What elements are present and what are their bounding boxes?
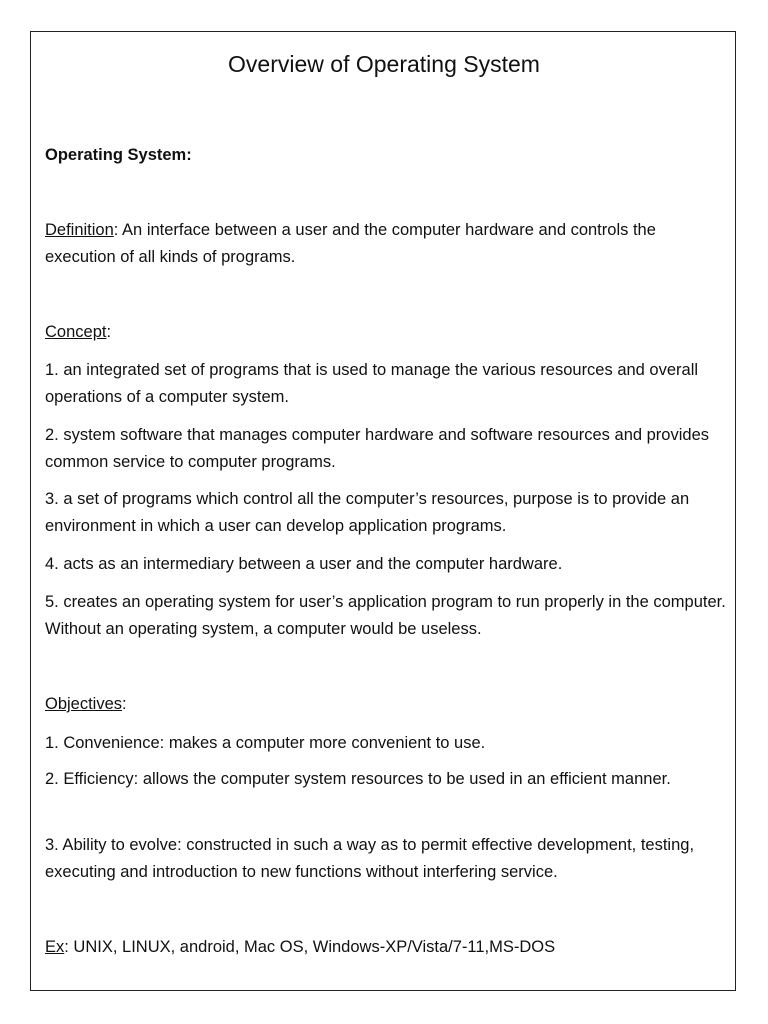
section-heading: Operating System: [45, 146, 192, 164]
definition-paragraph [45, 217, 730, 271]
concept-item-1: 1. an integrated set of programs that is used to manage the various resources and overall operations of a computer system. [45, 361, 699, 406]
concept-item-2: 2. system software that manages computer hardware and software resources and provides common service to computer programs. [45, 426, 709, 471]
objective-item-2: 2. Efficiency: allows the computer system resources to be used in an efficient manner. [45, 770, 671, 788]
concept-heading [45, 319, 730, 346]
objectives-heading [45, 691, 730, 718]
objective-item-3: 3. Ability to evolve: constructed in such a way as to permit effective development, testing, executing and introduction to new functions without interfering service. [45, 836, 695, 881]
objective-item-1: 1. Convenience: makes a computer more convenient to use. [45, 734, 486, 752]
concept-item-4: 4. acts as an intermediary between a user and the computer hardware. [45, 555, 563, 573]
examples-text: : UNIX, LINUX, android, Mac OS, Windows-XP/Vista/7-11,MS-DOS [64, 938, 556, 956]
examples-label: Ex [45, 938, 65, 956]
concept-item-5: 5. creates an operating system for user’s application program to run properly in the computer. Without an operating system, a computer would be useless. [45, 593, 726, 638]
definition-label: Definition [45, 221, 114, 239]
concept-label: Concept [45, 323, 107, 341]
concept-item-3: 3. a set of programs which control all the computer’s resources, purpose is to provide an environment in which a user can develop application programs. [45, 490, 690, 535]
objectives-suffix: : [122, 695, 127, 713]
concept-suffix: : [106, 323, 112, 341]
examples-paragraph [45, 934, 730, 961]
definition-text: : An interface between a user and the computer hardware and controls the execution of all kinds of programs. [45, 221, 656, 266]
objectives-label: Objectives [45, 695, 123, 713]
document-title: Overview of Operating System [228, 51, 540, 77]
